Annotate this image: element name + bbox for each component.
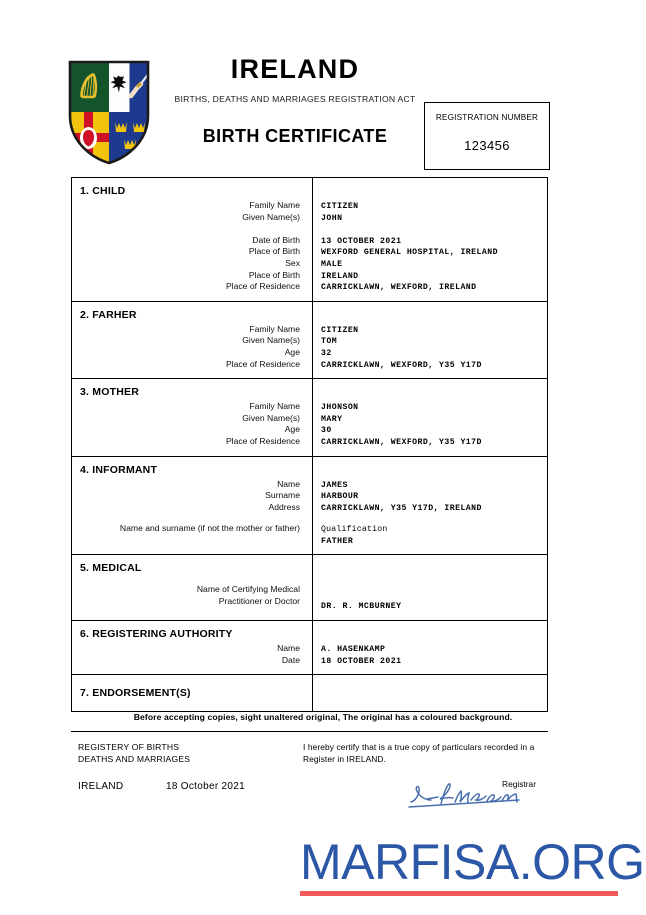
value-given-names: JOHN (321, 213, 343, 223)
label-authority-date: Date (281, 654, 300, 665)
label-certifying-medical-line2: Practitioner or Doctor (218, 596, 300, 607)
label-mother-residence: Place of Residence (225, 435, 300, 446)
certification-block (303, 742, 548, 789)
label-informant-surname: Surname (265, 490, 300, 501)
values-mother (313, 379, 547, 455)
values-informant (313, 457, 547, 555)
value-mother-family-name: JHONSON (321, 403, 359, 413)
table-row-child (72, 178, 547, 302)
label-sex: Sex (285, 257, 300, 268)
label-family-name: Family Name (249, 200, 300, 210)
values-endorsements (313, 675, 547, 711)
value-place-of-birth-country: IRELAND (321, 271, 359, 281)
value-informant-qualification-label: Qualification (321, 525, 388, 535)
watermark-text: MARFISA.ORG (300, 834, 645, 890)
label-mother-family-name: Family Name (249, 401, 300, 412)
value-place-of-residence: CARRICKLAWN, WEXFORD, IRELAND (321, 283, 477, 293)
label-father-given-names: Given Name(s) (242, 335, 300, 346)
value-informant-surname: HARBOUR (321, 492, 359, 502)
document-title: BIRTH CERTIFICATE (202, 126, 388, 146)
value-mother-given-names: MARY (321, 414, 343, 424)
table-row-medical (72, 555, 547, 621)
labels-father (80, 324, 304, 370)
labels-mother (80, 401, 304, 447)
section-title-medical: 5. MEDICAL (80, 562, 142, 575)
label-place-of-birth-country: Place of Birth (248, 269, 300, 280)
registry-line-1: REGISTERY OF BIRTHS (78, 742, 180, 752)
label-authority-name: Name (277, 643, 300, 654)
country-title: IRELAND (230, 54, 360, 84)
section-title-father: 2. FARHER (80, 308, 137, 321)
value-father-family-name: CITIZEN (321, 325, 359, 335)
label-mother-age: Age (284, 424, 300, 435)
registry-country-date (78, 781, 308, 792)
labels-child (80, 200, 304, 293)
section-title-child: 1. CHILD (80, 185, 126, 197)
label-given-names: Given Name(s) (242, 211, 300, 222)
values-registering-authority (313, 621, 547, 674)
value-informant-name: JAMES (321, 480, 348, 490)
copy-notice: Before accepting copies, sight unaltered original, The original has a coloured background. (133, 712, 513, 722)
registry-line-2: DEATHS AND MARRIAGES (78, 753, 191, 764)
value-date-of-birth: 13 OCTOBER 2021 (321, 236, 402, 246)
values-medical (313, 555, 547, 620)
label-mother-given-names: Given Name(s) (242, 412, 300, 423)
label-informant-name: Name (277, 478, 300, 489)
certify-line-2: Register in IRELAND. (303, 753, 386, 764)
footer-divider (71, 731, 548, 732)
registry-country: IRELAND (78, 781, 124, 792)
document-header (0, 52, 646, 177)
certify-line-1: I hereby certify that is a true copy of particulars recorded in a (303, 742, 535, 752)
registrar-label: Registrar (502, 779, 536, 790)
value-mother-residence: CARRICKLAWN, WEXFORD, Y35 Y17D (321, 437, 482, 447)
value-father-given-names: TOM (321, 337, 338, 347)
section-title-informant: 4. INFORMANT (80, 463, 158, 476)
registry-date: 18 October 2021 (166, 781, 245, 792)
watermark-underline (300, 891, 618, 896)
registration-act-line: BIRTHS, DEATHS AND MARRIAGES REGISTRATION ACT (174, 94, 416, 104)
label-place-of-birth: Place of Birth (248, 246, 300, 257)
label-informant-address: Address (268, 501, 300, 512)
label-father-family-name: Family Name (249, 323, 300, 334)
marfisa-watermark (300, 834, 646, 906)
value-certifying-doctor: DR. R. MCBURNEY (321, 602, 402, 612)
ireland-four-provinces-coat-of-arms-icon (68, 60, 150, 165)
value-father-age: 32 (321, 348, 332, 358)
certificate-details-table (71, 177, 548, 712)
label-date-of-birth: Date of Birth (252, 234, 300, 245)
value-informant-address: CARRICKLAWN, Y35 Y17D, IRELAND (321, 503, 482, 513)
value-authority-date: 18 OCTOBER 2021 (321, 656, 402, 666)
value-sex: MALE (321, 259, 343, 269)
registration-number-label: REGISTRATION NUMBER (435, 113, 539, 122)
label-place-of-residence: Place of Residence (225, 281, 300, 292)
registration-number-value: 123456 (464, 138, 510, 153)
label-father-age: Age (284, 346, 300, 357)
table-row-mother (72, 379, 547, 456)
values-father (313, 302, 547, 378)
table-row-father (72, 302, 547, 379)
label-father-residence: Place of Residence (225, 358, 300, 369)
values-child (313, 178, 547, 301)
labels-medical (80, 584, 304, 607)
table-row-registering-authority (72, 621, 547, 675)
section-title-endorsements: 7. ENDORSEMENT(S) (80, 687, 191, 700)
value-mother-age: 30 (321, 426, 332, 436)
value-authority-name: A. HASENKAMP (321, 645, 386, 655)
title-block (160, 52, 430, 147)
labels-registering-authority (80, 643, 304, 666)
value-father-residence: CARRICKLAWN, WEXFORD, Y35 Y17D (321, 360, 482, 370)
label-certifying-medical-line1: Name of Certifying Medical (196, 584, 300, 595)
label-informant-qualification-note: Name and surname (if not the mother or father) (119, 523, 300, 534)
registration-number-box (424, 102, 550, 170)
value-place-of-birth: WEXFORD GENERAL HOSPITAL, IRELAND (321, 248, 498, 258)
value-informant-qualification: FATHER (321, 536, 354, 546)
registrar-signature (407, 778, 527, 812)
table-row-endorsements (72, 675, 547, 711)
labels-informant (80, 479, 304, 535)
table-row-informant (72, 457, 547, 556)
section-title-registering-authority: 6. REGISTERING AUTHORITY (80, 628, 233, 641)
value-family-name: CITIZEN (321, 202, 359, 211)
section-title-mother: 3. MOTHER (80, 386, 139, 399)
registry-block (78, 742, 308, 792)
